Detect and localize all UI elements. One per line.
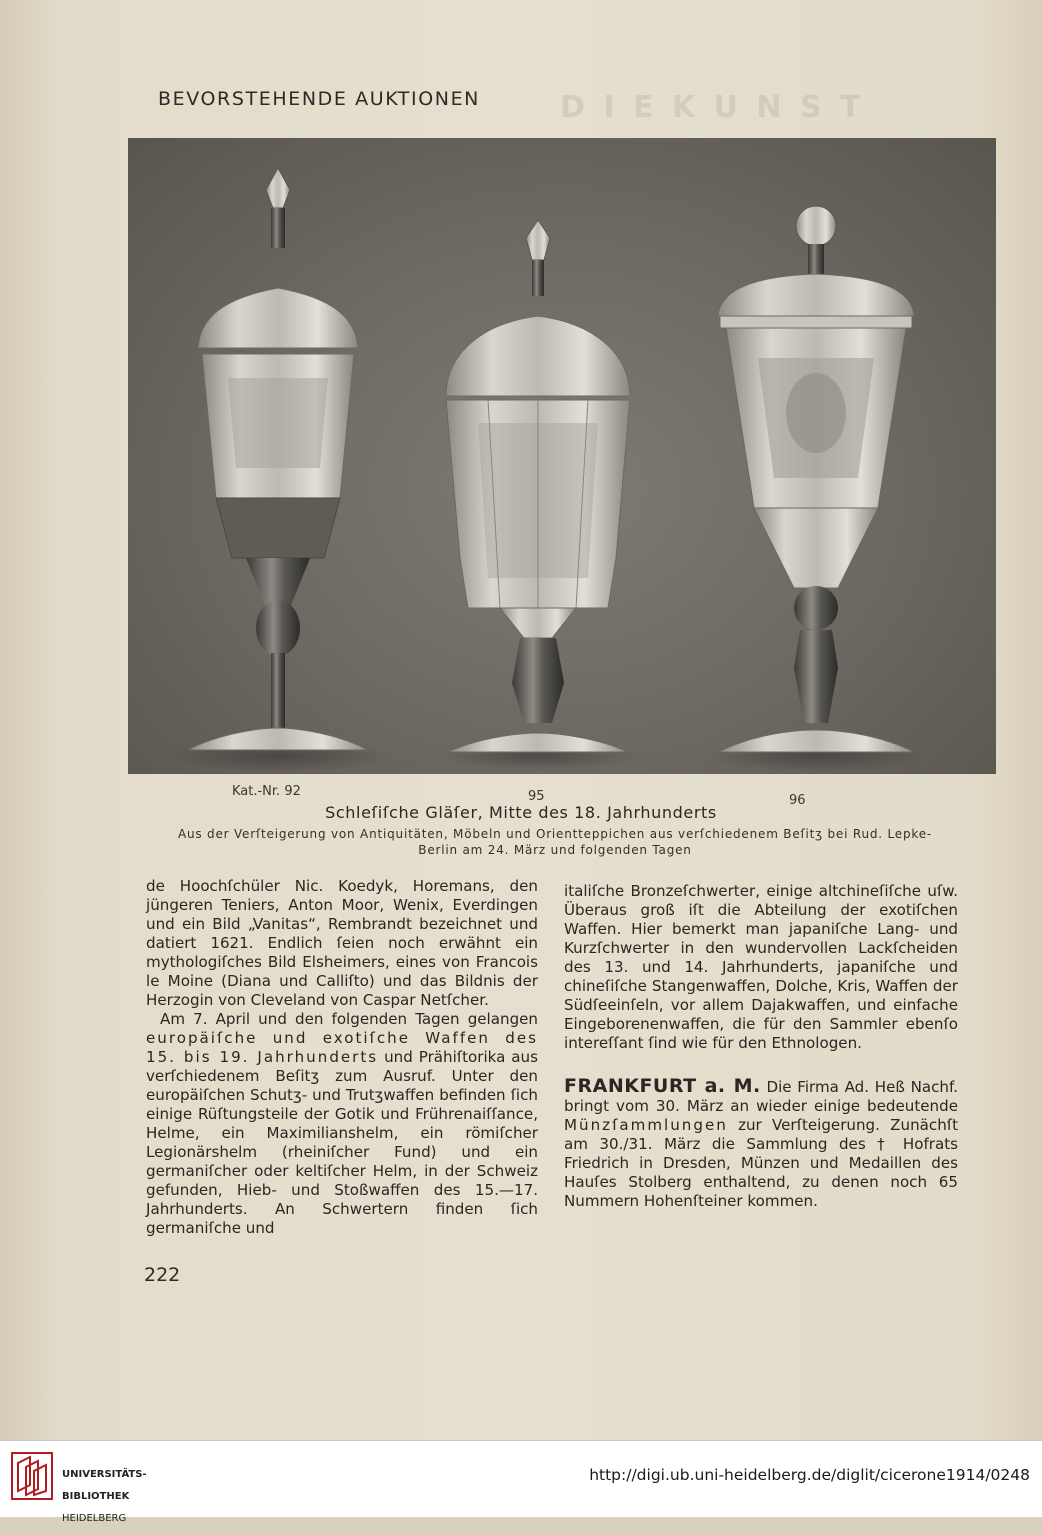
show-through-text: D I E K U N S T (560, 90, 865, 120)
glasses-photo (128, 138, 996, 774)
caption-sub-line-2: Berlin am 24. März und folgenden Tagen (418, 843, 692, 857)
library-name (62, 1458, 147, 1535)
source-url-link[interactable]: http://digi.ub.uni-heidelberg.de/diglit/cicerone1914/0248 (589, 1466, 1030, 1484)
library-logo-icon (10, 1451, 54, 1501)
glass-95 (438, 220, 638, 770)
left-paragraph-1: de Hoochſchüler Nic. Koedyk, Horemans, den jüngeren Teniers, Anton Moor, Wenix, Everdingen und ein Bild „Vanitas“, Rembrandt bezeichnet und datiert 1621. Endlich ſeien noch erwähnt ein mythologiſches Bild Elsheimers, eines von Francois le Moine (Diana und Calliſto) und das Bildnis der Herzogin von Cleveland von Caspar Netſcher. (146, 877, 538, 1009)
glass-92 (168, 168, 388, 772)
label-92: Kat.-Nr. 92 (232, 784, 301, 799)
glass-96 (706, 206, 926, 772)
library-line-1: UNIVERSITÄTS- (62, 1469, 147, 1480)
right-p2-rest: zur Verſteigerung. Zunächſt am 30./31. März die Sammlung des † Hofrats Friedrich in Dresden, Münzen und Medaillen des Hauſes Stolberg enthaltend, zu denen noch 65 Nummern Hohenſteiner kommen. (564, 1116, 958, 1210)
right-p2-emphasis: Münzſammlungen (564, 1116, 728, 1134)
right-p2-start: Die Firma Ad. Heß Nachf. bringt vom 30. März an wieder einige bedeutende (564, 1078, 958, 1115)
library-line-3: HEIDELBERG (62, 1513, 127, 1524)
caption-title: Schleſiſche Gläſer, Mitte des 18. Jahrhunderts (325, 803, 717, 822)
caption-sub-line-1: Aus der Verſteigerung von Antiquitäten, Möbeln und Orientteppichen aus verſchiedenem Beſitʒ bei Rud. Lepke- (177, 827, 933, 841)
right-paragraph-1: italiſche Bronzeſchwerter, einige altchineſiſche uſw. Überaus groß iſt die Abteilung der exotiſchen Waffen. Hier bemerkt man japaniſche Lang- und Kurzſchwerter in den wundervollen Lackſcheiden des 13. und 14. Jahrhunderts, japaniſche und chineſiſche Stangenwaffen, Dolche, Kris, Waffen der Südſeeinſeln, vor allem Dajakwaffen, und einfache Eingeborenenwaffen, die für den Sammler ebenſo intereſſant ſind wie für den Ethnologen. (564, 882, 958, 1052)
label-96: 96 (789, 793, 806, 808)
caption-subtitle (150, 826, 960, 858)
page-number: 222 (144, 1264, 181, 1286)
left-p2-emphasis: europäiſche und exotiſche Waffen des 15. bis 19. Jahrhunderts (146, 1029, 538, 1066)
footer-bar (0, 1440, 1042, 1524)
right-column (564, 882, 958, 1211)
running-head: BEVORSTEHENDE AUKTIONEN (158, 88, 480, 110)
left-paragraph-2 (146, 1010, 538, 1238)
left-column (146, 877, 538, 1238)
library-line-2: BIBLIOTHEK (62, 1491, 130, 1502)
left-p2-start: Am 7. April und den folgenden Tagen gelangen (160, 1010, 538, 1028)
left-p2-rest: und Prähiſtorika aus verſchiedenem Beſitʒ zum Ausruf. Unter den europäiſchen Schutʒ- und Trutʒwaffen befinden ſich einige Rüſtungsteile der Gotik und Frührenaiſſance, Helme, ein Maximilianshelm, ein römiſcher Legionärshelm (rheiniſcher Fund) und ein germaniſcher oder keltiſcher Helm, in der Schweiz gefunden, Hieb- und Stoßwaffen des 15.—17. Jahrhunderts. An Schwertern finden ſich germaniſche und (146, 1048, 538, 1237)
section-heading-frankfurt: FRANKFURT a. M. (564, 1075, 761, 1097)
label-95: 95 (528, 789, 545, 804)
right-paragraph-2 (564, 1077, 958, 1211)
